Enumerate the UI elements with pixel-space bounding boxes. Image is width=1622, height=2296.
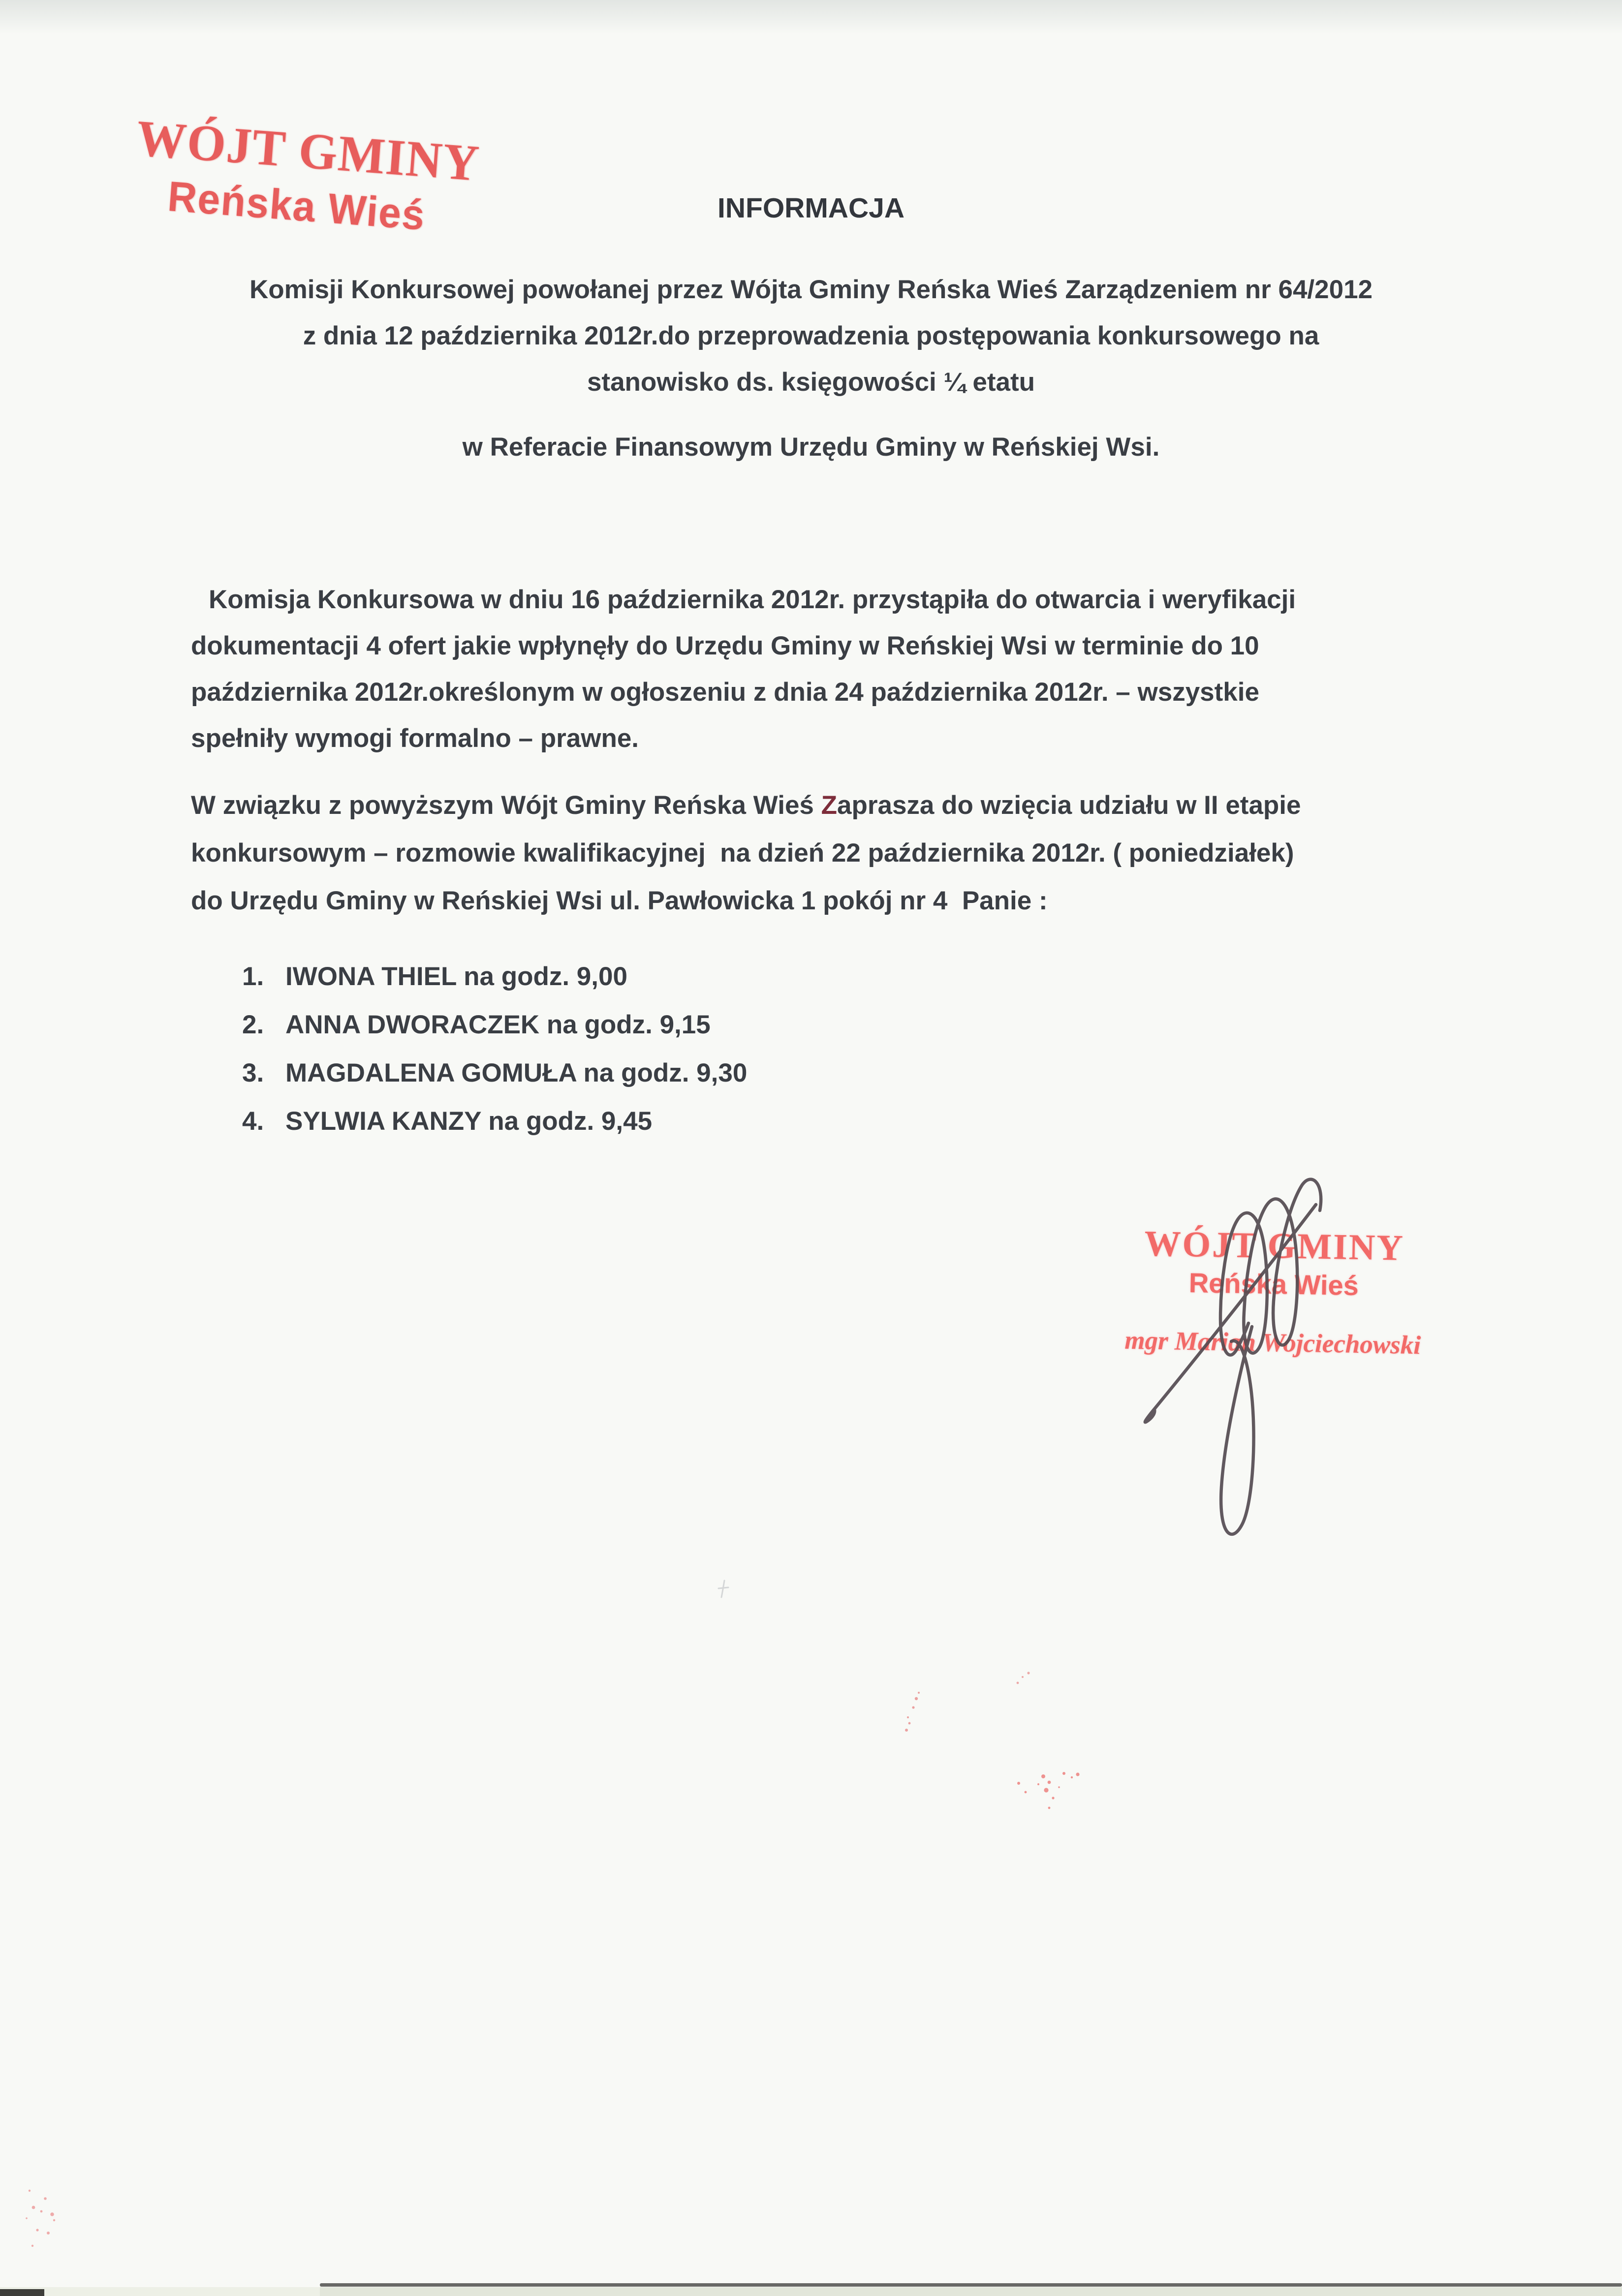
scanner-edge-corner: [0, 2289, 44, 2296]
list-item-text: MAGDALENA GOMUŁA na godz. 9,30: [285, 1058, 748, 1087]
intro-department-line: [0, 432, 1622, 462]
invitation-line: do Urzędu Gminy w Reńskiej Wsi ul. Pawłowicka 1 pokój nr 4 Panie :: [191, 886, 1048, 915]
intro-line: w Referacie Finansowym Urzędu Gminy w Reńskiej Wsi.: [462, 433, 1160, 462]
stamp-bottom-office-name: WÓJT GMINY: [1144, 1223, 1405, 1269]
list-item-text: SYLWIA KANZY na godz. 9,45: [285, 1107, 653, 1136]
invitation-line1-after: aprasza do wzięcia udziału w II etapie: [837, 791, 1301, 820]
list-item-text: ANNA DWORACZEK na godz. 9,15: [285, 1010, 711, 1039]
stamp-bottom-municipality: Reńska Wieś: [1188, 1267, 1359, 1302]
list-item: [242, 1001, 1325, 1049]
list-item: [242, 953, 1325, 1001]
list-item-number: 4.: [242, 1107, 264, 1136]
intro-line: z dnia 12 października 2012r.do przeprowadzenia postępowania konkursowego na: [303, 321, 1319, 350]
list-item: [242, 1097, 1325, 1146]
list-item-number: 3.: [242, 1058, 264, 1087]
pencil-smudge: [713, 1577, 737, 1601]
invitation-line1-before: W związku z powyższym Wójt Gminy Reńska Wieś: [191, 791, 821, 820]
candidate-list: [242, 953, 1325, 1146]
body-line: dokumentacji 4 ofert jakie wpłynęły do Urzędu Gminy w Reńskiej Wsi w terminie do 10: [191, 631, 1259, 660]
stamp-top-office-name: WÓJT GMINY: [134, 110, 482, 192]
verification-paragraph: [191, 577, 1451, 762]
stamp-top-municipality: Reńska Wieś: [166, 173, 427, 240]
page-title: INFORMACJA: [717, 192, 905, 224]
handwritten-signature: [1105, 1170, 1391, 1559]
red-ink-speckles: [1004, 1769, 1092, 1824]
red-ink-speckles: [902, 1688, 931, 1737]
invitation-paragraph: [191, 781, 1451, 925]
body-line: października 2012r.określonym w ogłoszeniu z dnia 24 października 2012r. – wszystkie: [191, 678, 1259, 707]
stamp-bottom-mayor-name: mgr Marian Wojciechowski: [1124, 1326, 1421, 1360]
body-line: spełniły wymogi formalno – prawne.: [191, 724, 639, 753]
list-item-number: 2.: [242, 1010, 264, 1039]
list-item: [242, 1049, 1325, 1097]
list-item-text: IWONA THIEL na godz. 9,00: [285, 962, 627, 991]
list-item-number: 1.: [242, 962, 264, 991]
intro-line: Komisji Konkursowej powołanej przez Wójta Gminy Reńska Wieś Zarządzeniem nr 64/2012: [249, 275, 1373, 304]
intro-paragraph: [0, 267, 1622, 405]
intro-line: stanowisko ds. księgowości ¼ etatu: [587, 368, 1035, 397]
invitation-line: konkursowym – rozmowie kwalifikacyjnej na dzień 22 października 2012r. ( poniedziałek): [191, 838, 1294, 868]
red-ink-speckles: [20, 2184, 69, 2253]
red-ink-speckles: [1013, 1669, 1034, 1689]
invitation-line: [191, 781, 1451, 829]
scanner-edge-strip-left: [0, 2287, 320, 2296]
hand-corrected-letter: Z: [821, 791, 837, 820]
scanner-edge-shadow-top: [0, 0, 1622, 34]
body-line: Komisja Konkursowa w dniu 16 października 2012r. przystąpiła do otwarcia i weryfikacji: [209, 585, 1296, 614]
scanner-edge-line: [320, 2283, 1622, 2287]
